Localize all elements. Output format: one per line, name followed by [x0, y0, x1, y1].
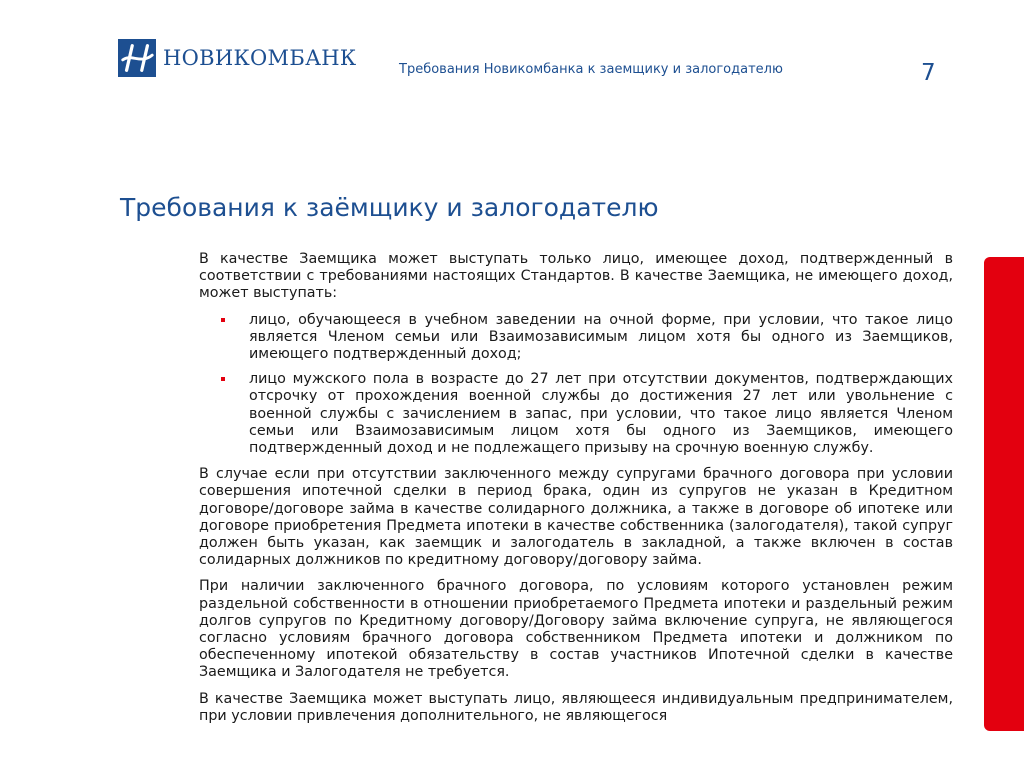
list-item-text: При наличии заключенного брачного договора, по условиям которого установлен режим раздельной собственности в отношении приобретаемого Предмета ипотеки и раздельный режим долгов супругов по Кредитному договору/Договору займа включение супруга, не являющегося согласно условиям брачного договора собственником Предмета ипотеки и должником по обеспеченному ипотекой обязательству в состав участников Ипотечной сделки в качестве Заемщика и Залогодателя не требуется.	[199, 578, 953, 681]
logo-text: НОВИКОМБАНК	[163, 46, 357, 70]
sub-list-item-text: лицо мужского пола в возрасте до 27 лет при отсутствии документов, подтверждающих отсрочку от прохождения военной службы до достижения 27 лет или увольнение с военной службы с зачислением в запас, при условии, что такое лицо является Членом семьи или Взаимозависимым лицом хотя бы одного из Заемщиков, имеющего подтвержденный доход и не подлежащего призыву на срочную военную службу.	[249, 371, 953, 457]
sub-list-item	[249, 312, 953, 364]
list-item	[199, 466, 953, 569]
page-number: 7	[921, 60, 936, 86]
novikombank-logo-icon	[118, 39, 156, 77]
bank-logo	[118, 38, 356, 78]
list-item	[199, 691, 953, 725]
bullet-list	[199, 251, 953, 725]
slide-title: Требования к заёмщику и залогодателю	[120, 193, 659, 222]
small-square-bullet-icon	[221, 377, 225, 381]
header-title: Требования Новикомбанка к заемщику и залогодателю	[399, 62, 783, 77]
sub-bullet-list	[199, 312, 953, 458]
side-accent-tab	[984, 257, 1024, 731]
list-item-text: В качестве Заемщика может выступать лицо, являющееся индивидуальным предпринимателем, при условии привлечения дополнительного, не являющегося	[199, 690, 953, 724]
sub-list-item	[249, 371, 953, 457]
list-item-text: В случае если при отсутствии заключенного между супругами брачного договора при условии совершения ипотечной сделки в период брака, один из супругов не указан в Кредитном договоре/договоре займа в качестве солидарного должника, а также в договоре об ипотеке или договоре приобретения Предмета ипотеки в качестве собственника (залогодателя), такой супруг должен быть указан, как заемщик и залогодатель в закладной, а также включен в состав солидарных должников по кредитному договору/договору займа.	[199, 466, 953, 569]
small-square-bullet-icon	[221, 318, 225, 322]
sub-list-item-text: лицо, обучающееся в учебном заведении на очной форме, при условии, что такое лицо является Членом семьи или Взаимозависимым лицом хотя бы одного из Заемщиков, имеющего подтвержденный доход;	[249, 311, 953, 363]
list-item-text: В качестве Заемщика может выступать только лицо, имеющее доход, подтвержденный в соответствии с требованиями настоящих Стандартов. В качестве Заемщика, не имеющего доход, может выступать:	[199, 251, 953, 302]
content-body	[199, 251, 953, 768]
list-item	[199, 251, 953, 457]
list-item	[199, 578, 953, 681]
